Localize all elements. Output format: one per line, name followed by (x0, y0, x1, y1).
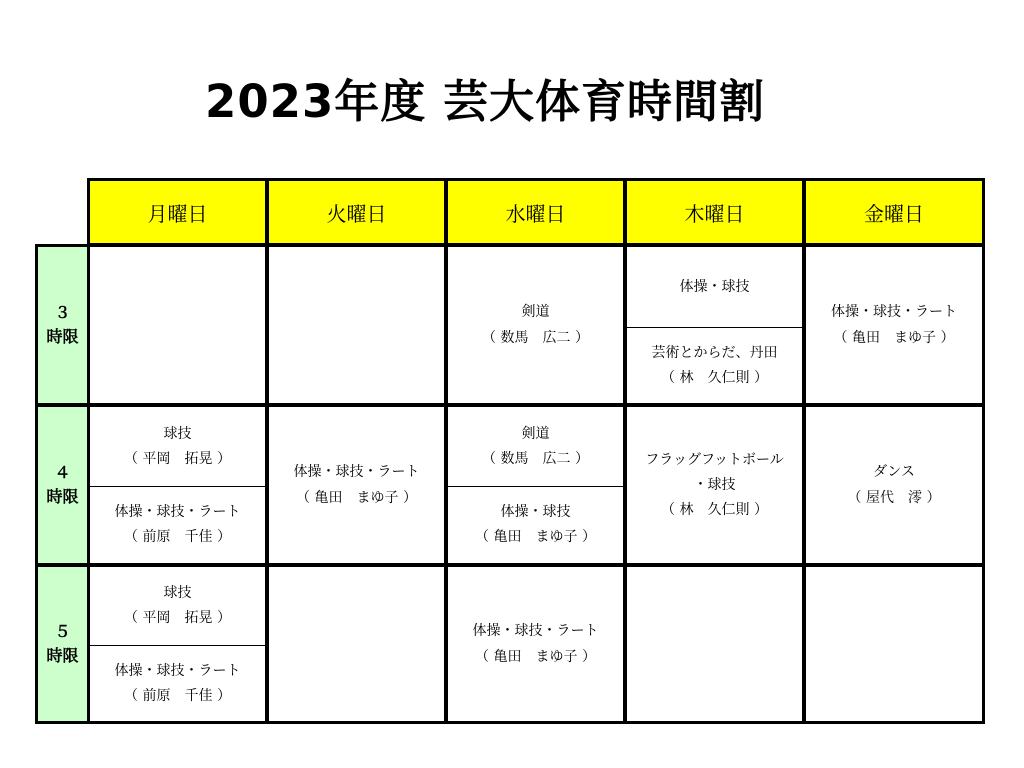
class-subject: 球技 (163, 585, 192, 601)
class-subject: 体操・球技・ラート (293, 464, 420, 480)
class-teacher: （ 屋代 澪 ） (847, 490, 941, 506)
class-block-lower (627, 327, 802, 403)
day-header-wed: 水曜日 (445, 178, 626, 246)
slot-p5-wed (445, 564, 626, 724)
class-teacher: （ 亀田 まゆ子 ） (833, 330, 955, 346)
class-subject: 体操・球技 (679, 278, 750, 295)
slot-p5-fri (803, 564, 985, 724)
day-header-fri: 金曜日 (803, 178, 985, 246)
class-block-upper (448, 407, 623, 486)
page-title: 2023年度 芸大体育時間割 (205, 75, 765, 128)
class-block-upper (627, 247, 802, 327)
slot-p3-fri (803, 244, 985, 406)
slot-p3-tue (266, 244, 447, 406)
class-subject: フラッグフットボール (645, 451, 784, 468)
slot-p4-fri (803, 404, 985, 566)
slot-p4-mon (87, 404, 268, 566)
slot-p3-mon (87, 244, 268, 406)
class-subject: ダンス (873, 464, 915, 480)
class-teacher: （ 林 久仁則 ） (661, 501, 768, 518)
class-subject-continued: ・球技 (693, 476, 736, 493)
class-block-lower (448, 486, 623, 563)
class-subject: 体操・球技・ラート (472, 623, 599, 639)
day-header-tue: 火曜日 (266, 178, 447, 246)
slot-p5-mon (87, 564, 268, 724)
class-teacher: （ 平岡 拓晃 ） (124, 610, 231, 626)
slot-p5-tue (266, 564, 447, 724)
class-block-lower (90, 486, 265, 563)
class-block-upper (90, 567, 265, 645)
slot-p3-thu (624, 244, 805, 406)
period-label-4 (35, 404, 90, 566)
class-teacher: （ 前原 千佳 ） (124, 529, 231, 545)
class-subject: 芸術とからだ、丹田 (651, 344, 778, 361)
class-teacher: （ 亀田 まゆ子 ） (475, 649, 596, 665)
class-subject: 体操・球技・ラート (114, 504, 241, 520)
period-suffix: 時限 (46, 327, 79, 346)
class-subject: 体操・球技・ラート (114, 662, 241, 679)
class-teacher: （ 数馬 広二 ） (482, 450, 589, 467)
period-number: ３ (54, 303, 71, 322)
period-suffix: 時限 (46, 487, 79, 506)
slot-p3-wed (445, 244, 626, 406)
class-teacher: （ 亀田 まゆ子 ） (475, 529, 596, 545)
period-number: ５ (54, 622, 71, 641)
class-block-upper (90, 407, 265, 486)
slot-p4-tue (266, 404, 447, 566)
class-teacher: （ 林 久仁則 ） (661, 369, 768, 386)
class-teacher: （ 亀田 まゆ子 ） (296, 490, 417, 506)
class-subject: 剣道 (521, 425, 550, 442)
period-suffix: 時限 (46, 646, 79, 665)
class-subject: 体操・球技・ラート (831, 304, 957, 320)
class-teacher: （ 前原 千佳 ） (124, 687, 231, 704)
day-header-thu: 木曜日 (624, 178, 805, 246)
class-teacher: （ 平岡 拓晃 ） (124, 450, 231, 467)
class-teacher: （ 数馬 広二 ） (482, 330, 589, 346)
slot-p5-thu (624, 564, 805, 724)
class-block-lower (90, 645, 265, 721)
slot-p4-thu (624, 404, 805, 566)
class-subject: 剣道 (521, 304, 550, 320)
period-number: ４ (54, 463, 71, 482)
class-subject: 球技 (163, 425, 192, 442)
period-label-5 (35, 564, 90, 724)
slot-p4-wed (445, 404, 626, 566)
day-header-mon: 月曜日 (87, 178, 268, 246)
class-subject: 体操・球技 (500, 504, 571, 520)
period-label-3 (35, 244, 90, 406)
